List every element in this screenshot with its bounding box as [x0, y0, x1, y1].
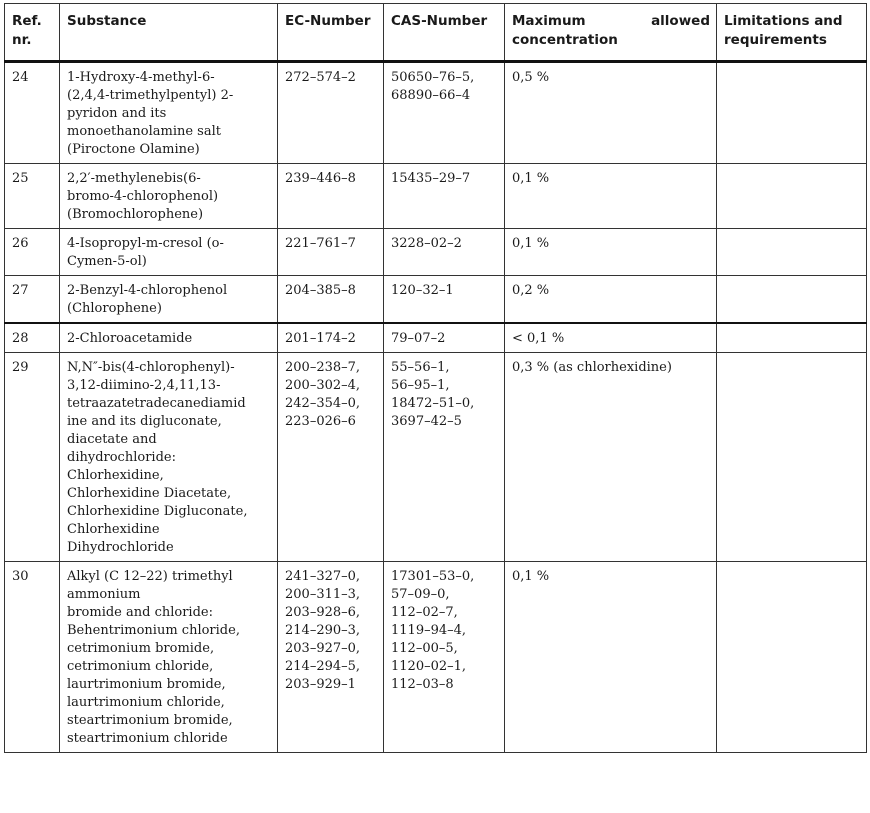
cell-substance: 2-Chloroacetamide — [60, 323, 278, 353]
cell-ec-number: 204–385–8 — [278, 276, 384, 324]
cell-cas-number: 55–56–1, 56–95–1, 18472–51–0, 3697–42–5 — [384, 353, 505, 562]
cell-ref: 25 — [5, 164, 60, 229]
cell-substance: 4-Isopropyl-m-cresol (o- Cymen-5-ol) — [60, 229, 278, 276]
cell-substance: 2,2′-methylenebis(6- bromo-4-chlorophenol) (Bromochlorophene) — [60, 164, 278, 229]
cell-ref: 28 — [5, 323, 60, 353]
cell-cas-number: 17301–53–0, 57–09–0, 112–02–7, 1119–94–4, 112–00–5, 1120–02–1, 112–03–8 — [384, 562, 505, 753]
cell-ref: 24 — [5, 62, 60, 164]
table-row — [5, 353, 867, 562]
cell-ref: 27 — [5, 276, 60, 324]
cell-limitations — [717, 164, 867, 229]
cell-cas-number: 50650–76–5, 68890–66–4 — [384, 62, 505, 164]
header-ec-number: EC-Number — [278, 4, 384, 62]
cell-cas-number: 79–07–2 — [384, 323, 505, 353]
cell-substance: Alkyl (C 12–22) trimethyl ammonium bromide and chloride: Behentrimonium chloride, cetrimonium bromide, cetrimonium chloride, laurtrimonium bromide, laurtrimonium chloride, steartrimonium bromide, steartrimonium chloride — [60, 562, 278, 753]
cell-max-concentration: 0,3 % (as chlorhexidine) — [505, 353, 717, 562]
header-cas-number: CAS-Number — [384, 4, 505, 62]
cell-cas-number: 15435–29–7 — [384, 164, 505, 229]
header-maximum-concentration — [505, 4, 717, 62]
cell-limitations — [717, 276, 867, 324]
cell-cas-number: 120–32–1 — [384, 276, 505, 324]
header-ref: Ref. nr. — [5, 4, 60, 62]
cell-substance: 1-Hydroxy-4-methyl-6- (2,4,4-trimethylpentyl) 2- pyridon and its monoethanolamine salt (Piroctone Olamine) — [60, 62, 278, 164]
cell-substance: 2-Benzyl-4-chlorophenol (Chlorophene) — [60, 276, 278, 324]
cell-limitations — [717, 353, 867, 562]
cell-limitations — [717, 562, 867, 753]
cell-ref: 30 — [5, 562, 60, 753]
header-limitations: Limitations and requirements — [717, 4, 867, 62]
cell-ref: 29 — [5, 353, 60, 562]
table-row — [5, 229, 867, 276]
cell-limitations — [717, 229, 867, 276]
table-row — [5, 62, 867, 164]
header-max-word-3: concentration — [512, 32, 618, 48]
cell-max-concentration: < 0,1 % — [505, 323, 717, 353]
cell-ref: 26 — [5, 229, 60, 276]
cell-limitations — [717, 323, 867, 353]
table-row — [5, 323, 867, 353]
cell-ec-number: 221–761–7 — [278, 229, 384, 276]
cell-ec-number: 272–574–2 — [278, 62, 384, 164]
cell-ec-number: 200–238–7, 200–302–4, 242–354–0, 223–026–6 — [278, 353, 384, 562]
cell-ec-number: 201–174–2 — [278, 323, 384, 353]
header-substance: Substance — [60, 4, 278, 62]
table-row — [5, 276, 867, 324]
cell-cas-number: 3228–02–2 — [384, 229, 505, 276]
cell-ec-number: 239–446–8 — [278, 164, 384, 229]
table-row — [5, 562, 867, 753]
header-max-word-2: allowed — [651, 13, 710, 29]
cell-max-concentration: 0,1 % — [505, 164, 717, 229]
substance-table — [4, 3, 867, 753]
cell-max-concentration: 0,5 % — [505, 62, 717, 164]
cell-limitations — [717, 62, 867, 164]
cell-ec-number: 241–327–0, 200–311–3, 203–928–6, 214–290–3, 203–927–0, 214–294–5, 203–929–1 — [278, 562, 384, 753]
cell-max-concentration: 0,2 % — [505, 276, 717, 324]
cell-max-concentration: 0,1 % — [505, 562, 717, 753]
cell-max-concentration: 0,1 % — [505, 229, 717, 276]
table-row — [5, 164, 867, 229]
cell-substance: N,N″-bis(4-chlorophenyl)- 3,12-diimino-2,4,11,13- tetraazatetradecanediamid ine and its digluconate, diacetate and dihydrochloride: Chlorhexidine, Chlorhexidine Diacetate, Chlorhexidine Digluconate, Chlorhexidine Dihydrochloride — [60, 353, 278, 562]
header-max-word-1: Maximum — [512, 13, 586, 29]
table-header-row — [5, 4, 867, 62]
